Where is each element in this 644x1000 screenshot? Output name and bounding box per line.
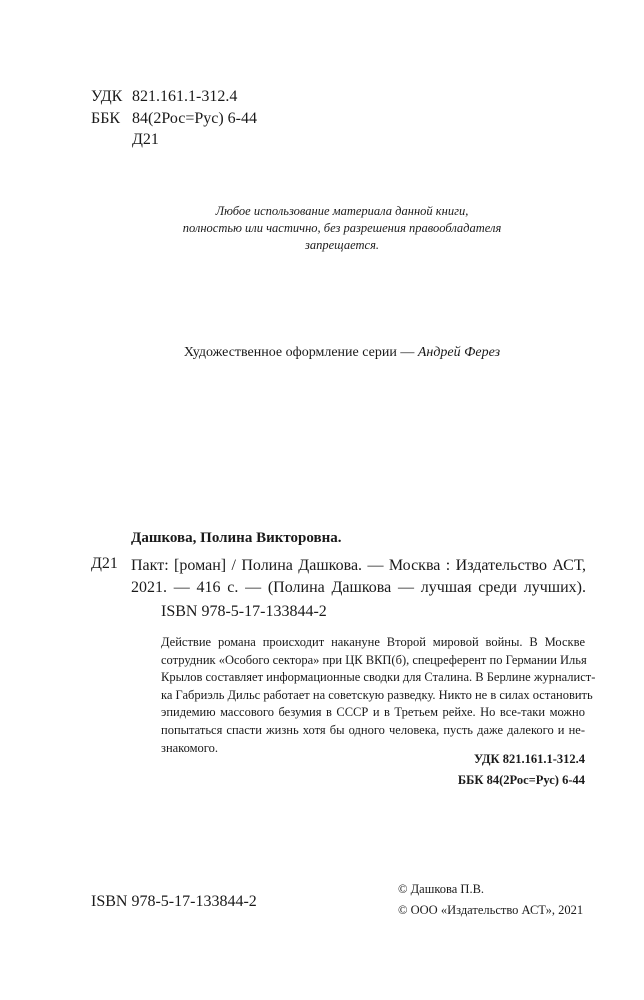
biblio-line: Пакт: [роман] / Полина Дашкова. — Москва : Издательство АСТ, — [131, 557, 586, 574]
annotation — [161, 634, 596, 757]
author-mark-row — [91, 129, 257, 151]
bbk-code: ББК 84(2Рос=Рус) 6-44 — [457, 773, 585, 787]
copyright-notice — [0, 203, 644, 254]
annotation-line: ка Габриэль Дильс работает на советскую разведку. Никто не в силах остановить — [161, 687, 593, 702]
notice-line: запрещается. — [304, 238, 380, 252]
notice-line: полностью или частично, без разрешения правообладателя — [182, 221, 502, 235]
copyright-author: © Дашкова П.В. — [398, 882, 485, 896]
bbk-value: 84(2Рос=Рус) 6-44 — [132, 109, 258, 127]
annotation-line: сотрудник «Особого сектора» при ЦК ВКП(б), спецреферент по Германии Илья — [161, 652, 587, 667]
biblio-line: 2021. — 416 с. — (Полина Дашкова — лучшая среди лучших). — [131, 579, 586, 596]
series-design-credit — [0, 344, 644, 362]
bbk-row — [91, 108, 257, 130]
annotation-line: попытаться спасти жизнь хотя бы одного человека, пусть даже далекого и не- — [161, 722, 585, 737]
design-text: Художественное оформление серии — — [183, 345, 418, 360]
author-mark: Д21 — [132, 131, 159, 148]
classification-block — [91, 86, 257, 151]
udk-label: УДК — [91, 88, 123, 105]
annotation-line: Крылов составляет информационные сводки для Сталина. В Берлине журналист- — [161, 670, 596, 685]
udk-code: УДК 821.161.1-312.4 — [474, 752, 585, 766]
classification-codes — [458, 749, 585, 791]
annotation-line: Действие романа происходит накануне Второй мировой войны. В Москве — [161, 635, 585, 649]
bibliographic-description — [131, 555, 586, 599]
annotation-line: эпидемию массового безумия в СССР и в Третьем рейхе. Но все-таки можно — [161, 705, 585, 720]
copyright-publisher: © ООО «Издательство АСТ», 2021 — [398, 903, 584, 917]
copyright-block — [398, 879, 583, 921]
udk-row — [91, 86, 257, 108]
bbk-label: ББК — [91, 109, 121, 127]
isbn-record: ISBN 978-5-17-133844-2 — [161, 603, 327, 620]
author-heading: Дашкова, Полина Викторовна. — [131, 530, 342, 546]
bibliographic-mark: Д21 — [91, 555, 118, 572]
designer-name: Андрей Ферез — [417, 345, 501, 360]
udk-value: 821.161.1-312.4 — [132, 88, 238, 105]
annotation-line: знакомого. — [161, 740, 218, 755]
notice-line: Любое использование материала данной книги, — [215, 204, 469, 218]
footer-isbn: ISBN 978-5-17-133844-2 — [91, 893, 257, 910]
